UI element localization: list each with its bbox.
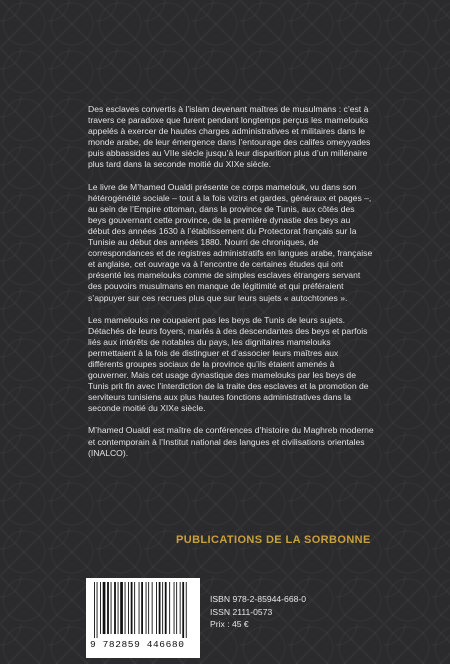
publisher-name: PUBLICATIONS DE LA SORBONNE [176,534,371,546]
barcode-bar [94,582,95,638]
barcode-bar [120,582,123,634]
barcode-bar [186,582,187,638]
barcode-bar [128,582,129,634]
barcode-bar [139,582,140,634]
barcode-bar [134,582,135,634]
barcode-bar [100,582,101,634]
barcode-bar [152,582,153,634]
book-info [210,593,306,631]
barcode-bar [182,582,184,638]
barcode-bar [148,582,149,634]
barcode-bar [176,582,177,634]
barcode-bar [141,582,143,634]
issn-text: ISSN 2111-0573 [210,606,273,617]
isbn-text: ISBN 978-2-85944-668-0 [210,594,307,604]
barcode-bar [125,582,126,634]
barcode-bars [92,582,194,638]
barcode-digits: 9 782859 446680 [90,639,185,650]
paragraph-mamelouks: Les mamelouks ne coupaient pas les beys de Tunis de leurs sujets. Détachés de leurs foyers, mariés à des descendantes des beys et parfois liés aux intérêts de notables du pays, les dignitaires mamelouks permettaient à la fois de distinguer et d’associer leurs maîtres aux différents groupes sociaux de la province qu’ils étaient amenés à gouverner. Mais cet usage dynastique des mamelouks par les beys de Tunis prit fin avec l’interdiction de la traite des esclaves et la promotion de serviteurs tunisiens aux plus hautes fonctions administratives dans la seconde moitié du XIXe siècle. [88,314,369,414]
barcode-bar [162,582,163,634]
barcode-bar [118,582,119,634]
barcode-bar [114,582,116,634]
paragraph-author: M’hamed Oualdi est maître de conférences d’histoire du Maghreb moderne et contemporain à l’Institut national des langues et civilisations orientales (INALCO). [88,425,374,458]
barcode [86,578,200,658]
barcode-bar [97,582,98,638]
barcode-bar [180,582,181,634]
barcode-bar [165,582,167,634]
price-text: Prix : 45 € [210,619,249,630]
barcode-bar [174,582,175,634]
barcode-bar [169,582,170,634]
barcode-bar [111,582,112,634]
paragraph-book: Le livre de M’hamed Oualdi présente ce corps mamelouk, vu dans son hétérogénéité sociale – tout à la fois vizirs et gardes, généraux et pages –, au sein de l’Empire ottoman, dans la province de Tunis, aux côtés des beys gouvernant cette province, de la première dynastie des beys au début des années 1630 à l’établissement du Protectorat français sur la Tunisie au début des années 1880. Nourri de chroniques, de correspondances et de registres administratifs en langues arabe, française et anglaise, cet ouvrage va à l’encontre de certaines études qui ont présenté les mamelouks comme de simples esclaves étrangers servant des pouvoirs musulmans en manque de légitimité et qui préféraient s’appuyer sur ces recrues plus que sur leurs sujets « autochtones ». [88,181,373,303]
blurb-text [88,104,374,469]
barcode-bar [146,582,147,634]
barcode-bar [159,582,161,634]
barcode-bar [156,582,157,634]
barcode-bar [103,582,106,634]
barcode-bar [131,582,133,634]
barcode-bar [107,582,109,634]
paragraph-intro: Des esclaves convertis à l’islam devenant maîtres de musulmans : c’est à travers ce paradoxe que furent pendant longtemps perçus les mamelouks appelés à exercer de hautes charges administratives et militaires dans le monde arabe, de leur émergence dans l’entourage des califes omeyyades puis abbassides au VIIe siècle jusqu’à leur disparition plus d’un millénaire plus tard dans la seconde moitié du XIXe siècle. [88,104,371,170]
